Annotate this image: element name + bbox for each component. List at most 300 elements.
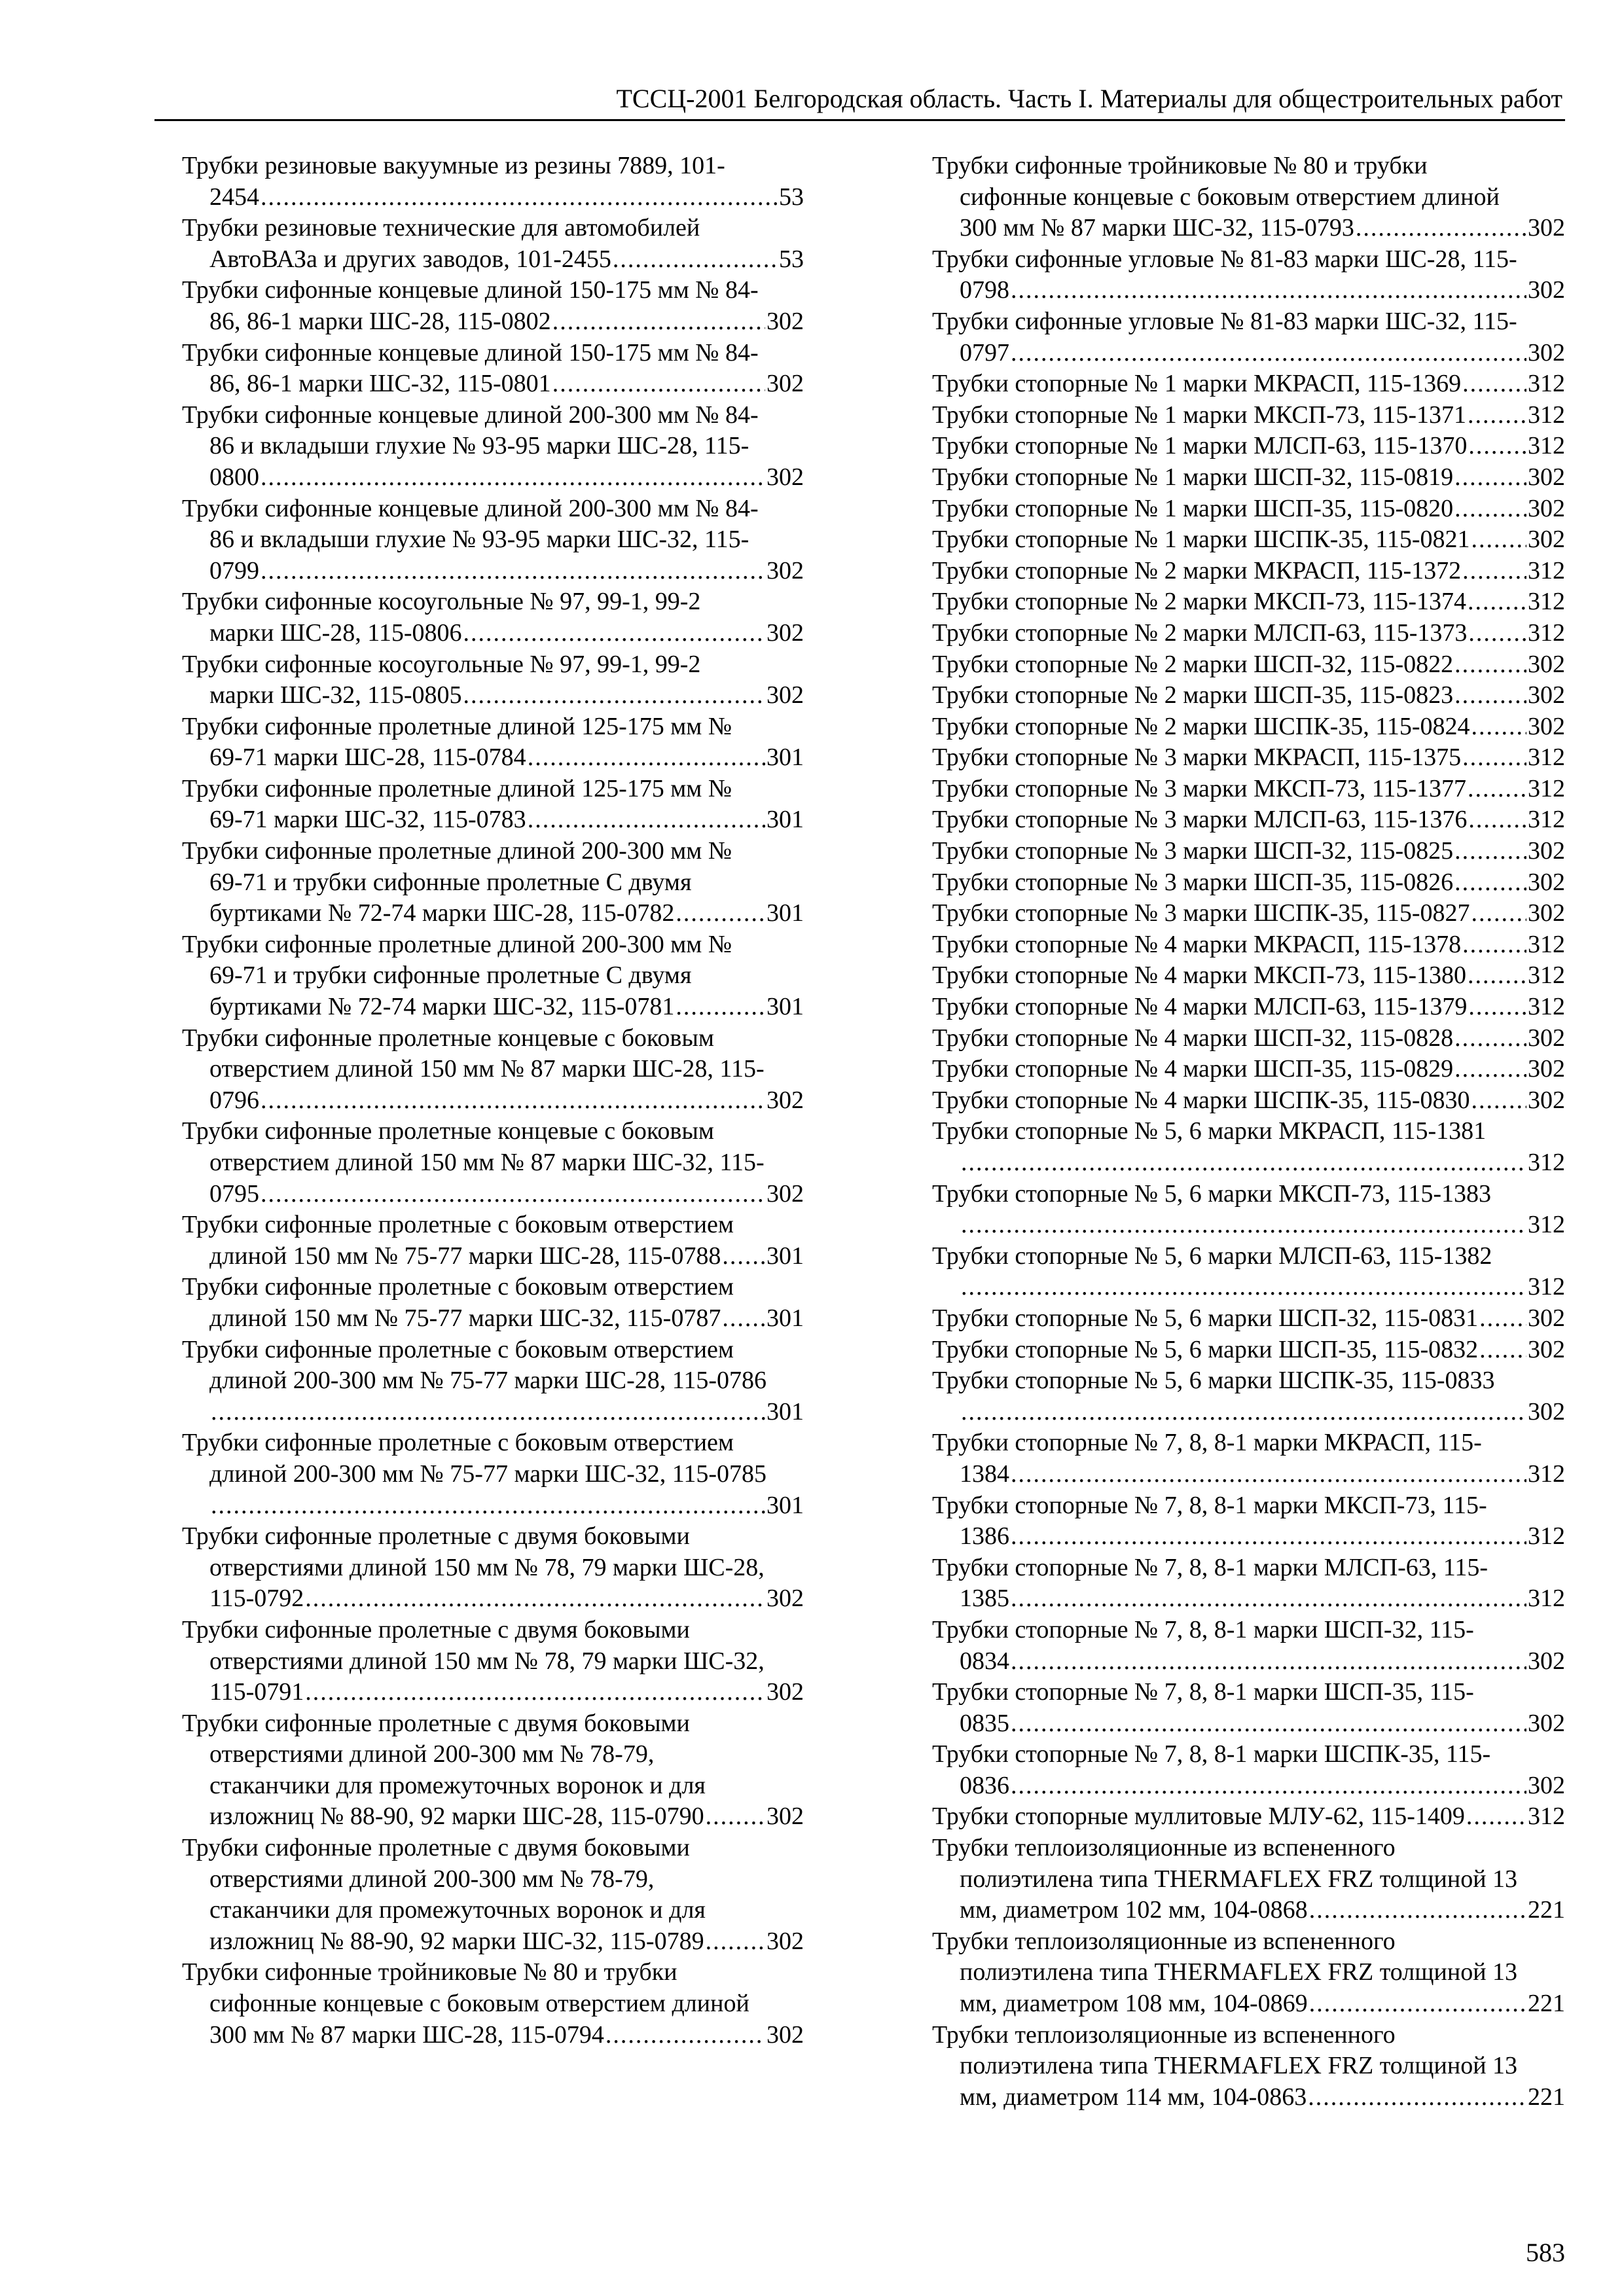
page-reference: 221 — [1528, 1896, 1565, 1924]
dot-leader — [1479, 1335, 1526, 1366]
entry-line: сифонные концевые с боковым отверстием длиной — [960, 183, 1500, 211]
dot-leader — [211, 1397, 765, 1428]
dot-leader — [305, 1677, 765, 1708]
dot-leader — [722, 1241, 765, 1272]
page-reference: 302 — [767, 1179, 804, 1208]
page-reference: 302 — [1528, 276, 1565, 304]
page-reference: 302 — [1528, 494, 1565, 522]
page-reference: 301 — [767, 1304, 804, 1332]
dot-leader — [211, 1490, 765, 1522]
entry-line: Трубки стопорные № 1 марки ШСП-32, 115-0819 — [932, 463, 1454, 491]
page-reference: 301 — [767, 1491, 804, 1519]
index-entry — [905, 431, 1565, 462]
entry-line: длиной 150 мм № 75-77 марки ШС-28, 115-0788 — [209, 1242, 721, 1270]
page-reference: 302 — [1528, 1086, 1565, 1114]
entry-line: 69-71 марки ШС-28, 115-0784 — [209, 744, 526, 772]
page-reference: 301 — [767, 1397, 804, 1426]
dot-leader — [528, 742, 765, 774]
page-reference: 312 — [1528, 588, 1565, 616]
entry-line: 0835 — [960, 1709, 1009, 1737]
index-column-left — [154, 151, 804, 2051]
page-reference: 302 — [1528, 650, 1565, 678]
entry-line: Трубки стопорные № 5, 6 марки ШСП-32, 115-0831 — [932, 1304, 1479, 1332]
dot-leader — [1011, 1770, 1526, 1802]
entry-line: Трубки стопорные № 2 марки МКРАСП, 115-1372 — [932, 556, 1462, 584]
page-reference: 302 — [1528, 526, 1565, 554]
page-reference: 312 — [1528, 1460, 1565, 1488]
dot-leader — [1468, 431, 1526, 462]
dot-leader — [1308, 2082, 1526, 2113]
dot-leader — [1454, 867, 1526, 899]
index-entry — [154, 213, 804, 275]
page-reference: 221 — [1528, 1990, 1565, 2018]
page-reference: 302 — [1528, 1335, 1565, 1363]
entry-line: Трубки стопорные № 7, 8, 8-1 марки ШСПК-35, 115- — [932, 1740, 1491, 1768]
entry-line: изложниц № 88-90, 92 марки ШС-28, 115-0790 — [209, 1803, 704, 1831]
page-reference: 302 — [767, 370, 804, 398]
index-entry — [905, 1335, 1565, 1366]
page-reference: 302 — [1528, 1304, 1565, 1332]
page-reference: 302 — [1528, 338, 1565, 367]
page-number: 583 — [1526, 2238, 1565, 2267]
entry-line: Трубки стопорные № 3 марки МКСП-73, 115-1377 — [932, 774, 1467, 802]
entry-line: полиэтилена типа THERMAFLEX FRZ толщиной 13 — [960, 1958, 1518, 1986]
entry-line: 0796 — [209, 1086, 259, 1114]
dot-leader — [1468, 960, 1526, 992]
dot-leader — [961, 1397, 1526, 1428]
entry-line: Трубки стопорные № 3 марки ШСПК-35, 115-0827 — [932, 899, 1470, 927]
entry-line: отверстиями длиной 150 мм № 78, 79 марки ШС-28, — [209, 1553, 765, 1581]
page-reference: 302 — [767, 681, 804, 709]
entry-line: Трубки сифонные косоугольные № 97, 99-1, 99-2 — [182, 650, 701, 678]
index-entry — [905, 867, 1565, 899]
index-entry — [905, 586, 1565, 618]
dot-leader — [261, 1179, 765, 1210]
entry-line: Трубки стопорные № 7, 8, 8-1 марки ШСП-35, 115- — [932, 1678, 1474, 1706]
dot-leader — [261, 556, 765, 587]
dot-leader — [1479, 1303, 1526, 1335]
entry-line: Трубки стопорные муллитовые МЛУ-62, 115-1409 — [932, 1803, 1465, 1831]
index-entry — [905, 992, 1565, 1023]
dot-leader — [1454, 680, 1526, 711]
index-entry — [154, 275, 804, 337]
entry-line: длиной 200-300 мм № 75-77 марки ШС-28, 115-0786 — [209, 1367, 767, 1395]
index-entry — [905, 711, 1565, 743]
entry-line: Трубки сифонные угловые № 81-83 марки ШС-28, 115- — [932, 245, 1517, 273]
dot-leader — [1471, 711, 1526, 743]
index-entry — [905, 898, 1565, 929]
index-entry — [154, 1116, 804, 1210]
entry-line: Трубки сифонные пролетные концевые с боковым — [182, 1117, 714, 1145]
entry-line: 1384 — [960, 1460, 1009, 1488]
entry-line: отверстием длиной 150 мм № 87 марки ШС-28, 115- — [209, 1055, 765, 1083]
entry-line: Трубки стопорные № 4 марки МКСП-73, 115-1380 — [932, 961, 1467, 990]
index-entry — [154, 1023, 804, 1117]
index-entry — [154, 711, 804, 774]
entry-line: АвтоВАЗа и других заводов, 101-2455 — [209, 245, 611, 273]
entry-line: Трубки стопорные № 7, 8, 8-1 марки МЛСП-63, 115- — [932, 1553, 1489, 1581]
page-reference: 312 — [1528, 556, 1565, 584]
entry-line: Трубки теплоизоляционные из вспененного — [932, 1927, 1396, 1955]
index-entry — [905, 462, 1565, 493]
dot-leader — [1468, 586, 1526, 618]
entry-line: Трубки стопорные № 4 марки ШСП-32, 115-0828 — [932, 1024, 1454, 1052]
entry-line: Трубки сифонные тройниковые № 80 и трубки — [182, 1958, 677, 1986]
entry-line: Трубки стопорные № 1 марки ШСПК-35, 115-0821 — [932, 526, 1470, 554]
page-reference: 312 — [1528, 774, 1565, 802]
entry-line: Трубки стопорные № 7, 8, 8-1 марки МКРАСП, 115- — [932, 1429, 1482, 1457]
entry-line: Трубки сифонные пролетные с боковым отверстием — [182, 1273, 734, 1301]
entry-line: Трубки стопорные № 2 марки ШСП-35, 115-0823 — [932, 681, 1454, 709]
entry-line: Трубки сифонные пролетные с двумя боковыми — [182, 1522, 690, 1551]
index-entry — [154, 1210, 804, 1272]
index-entry — [154, 774, 804, 836]
page-reference: 301 — [767, 1242, 804, 1270]
entry-line: Трубки сифонные пролетные с боковым отверстием — [182, 1211, 734, 1239]
page-reference: 302 — [1528, 899, 1565, 927]
dot-leader — [1462, 556, 1526, 587]
index-entry — [905, 649, 1565, 681]
dot-leader — [605, 2020, 765, 2051]
page-reference: 302 — [1528, 463, 1565, 491]
entry-line: марки ШС-28, 115-0806 — [209, 619, 462, 647]
index-entry — [905, 1427, 1565, 1490]
page-reference: 302 — [1528, 868, 1565, 896]
entry-line: 300 мм № 87 марки ШС-28, 115-0794 — [209, 2020, 604, 2049]
entry-line: отверстиями длиной 200-300 мм № 78-79, — [209, 1740, 655, 1768]
page-reference: 302 — [1528, 1709, 1565, 1737]
entry-line: полиэтилена типа THERMAFLEX FRZ толщиной 13 — [960, 2052, 1518, 2080]
page-reference: 312 — [1528, 1211, 1565, 1239]
page-reference: 302 — [767, 1678, 804, 1706]
dot-leader — [1471, 898, 1526, 929]
page-reference: 312 — [1528, 370, 1565, 398]
entry-line: стаканчики для промежуточных воронок и для — [209, 1771, 706, 1799]
index-entry — [905, 1116, 1565, 1178]
page-reference: 312 — [1528, 432, 1565, 460]
entry-line: 0834 — [960, 1647, 1009, 1675]
index-entry — [905, 524, 1565, 556]
entry-line: 0836 — [960, 1771, 1009, 1799]
entry-line: Трубки сифонные пролетные с боковым отверстием — [182, 1429, 734, 1457]
index-entry — [905, 1615, 1565, 1677]
dot-leader — [1011, 1459, 1526, 1490]
entry-line: Трубки стопорные № 1 марки МКРАСП, 115-1369 — [932, 370, 1462, 398]
entry-line: Трубки сифонные косоугольные № 97, 99-1, 99-2 — [182, 588, 701, 616]
entry-line: Трубки сифонные пролетные концевые с боковым — [182, 1024, 714, 1052]
entry-line: Трубки сифонные пролетные длиной 125-175 мм № — [182, 774, 732, 802]
index-entry — [905, 400, 1565, 431]
entry-line: Трубки сифонные концевые длиной 200-300 мм № 84- — [182, 401, 759, 429]
entry-line: Трубки сифонные пролетные с двумя боковыми — [182, 1834, 690, 1862]
page-reference: 301 — [767, 806, 804, 834]
index-column-right — [905, 151, 1565, 2113]
page-reference: 312 — [1528, 1149, 1565, 1176]
entry-line: Трубки сифонные пролетные с двумя боковыми — [182, 1709, 690, 1737]
page-reference: 312 — [1528, 806, 1565, 834]
index-entry — [905, 1801, 1565, 1833]
index-entry — [154, 836, 804, 929]
entry-line: Трубки сифонные пролетные с двумя боковыми — [182, 1615, 690, 1643]
entry-line: Трубки стопорные № 4 марки ШСП-35, 115-0829 — [932, 1055, 1454, 1083]
entry-line: Трубки сифонные концевые длиной 150-175 мм № 84- — [182, 338, 759, 367]
dot-leader — [552, 368, 765, 400]
page-reference: 301 — [767, 899, 804, 927]
index-entry — [154, 1427, 804, 1521]
dot-leader — [463, 680, 765, 711]
index-entry — [905, 1179, 1565, 1241]
dot-leader — [528, 804, 765, 836]
entry-line: Трубки стопорные № 2 марки ШСПК-35, 115-0824 — [932, 712, 1470, 740]
page-reference: 302 — [1528, 1397, 1565, 1426]
entry-line: Трубки сифонные пролетные с боковым отверстием — [182, 1335, 734, 1363]
entry-line: Трубки стопорные № 4 марки МКРАСП, 115-1378 — [932, 930, 1462, 958]
entry-line: отверстием длиной 150 мм № 87 марки ШС-32, 115- — [209, 1149, 765, 1176]
index-entry — [905, 151, 1565, 244]
page-reference: 53 — [779, 245, 804, 273]
dot-leader — [1011, 1583, 1526, 1615]
dot-leader — [1471, 524, 1526, 556]
page-reference: 53 — [779, 183, 804, 211]
dot-leader — [1468, 774, 1526, 805]
entry-line: Трубки сифонные пролетные длиной 200-300 мм № — [182, 837, 732, 865]
entry-line: 300 мм № 87 марки ШС-32, 115-0793 — [960, 214, 1354, 242]
page-reference: 302 — [767, 2020, 804, 2049]
entry-line: 86, 86-1 марки ШС-32, 115-0801 — [209, 370, 551, 398]
entry-line: изложниц № 88-90, 92 марки ШС-32, 115-0789 — [209, 1927, 704, 1955]
index-entry — [905, 493, 1565, 525]
page-reference: 221 — [1528, 2083, 1565, 2111]
index-entry — [154, 1708, 804, 1833]
page-reference: 312 — [1528, 961, 1565, 990]
running-header — [154, 82, 1565, 121]
page-reference: 301 — [767, 993, 804, 1021]
page-reference: 302 — [767, 1927, 804, 1955]
entry-line: длиной 150 мм № 75-77 марки ШС-32, 115-0787 — [209, 1304, 721, 1332]
entry-line: Трубки стопорные № 1 марки ШСП-35, 115-0820 — [932, 494, 1454, 522]
index-entry — [154, 493, 804, 587]
dot-leader — [706, 1926, 765, 1958]
entry-line: Трубки стопорные № 2 марки МКСП-73, 115-1374 — [932, 588, 1467, 616]
index-entry — [905, 1054, 1565, 1085]
entry-line: 69-71 и трубки сифонные пролетные С двумя — [209, 961, 692, 990]
entry-line: 2454 — [209, 183, 259, 211]
entry-line: буртиками № 72-74 марки ШС-28, 115-0782 — [209, 899, 675, 927]
entry-line: отверстиями длиной 200-300 мм № 78-79, — [209, 1865, 655, 1893]
entry-line: мм, диаметром 108 мм, 104-0869 — [960, 1990, 1308, 2018]
dot-leader — [1454, 462, 1526, 493]
index-entry — [154, 151, 804, 213]
entry-line: Трубки стопорные № 5, 6 марки МКРАСП, 115-1381 — [932, 1117, 1487, 1145]
dot-leader — [1011, 1708, 1526, 1740]
page-reference: 302 — [767, 1585, 804, 1613]
index-entry — [905, 1365, 1565, 1427]
dot-leader — [961, 1147, 1526, 1179]
entry-line: стаканчики для промежуточных воронок и для — [209, 1896, 706, 1924]
dot-leader — [1454, 836, 1526, 867]
dot-leader — [1468, 804, 1526, 836]
entry-line: отверстиями длиной 150 мм № 78, 79 марки ШС-32, — [209, 1647, 765, 1675]
entry-line: Трубки стопорные № 5, 6 марки МЛСП-63, 115-1382 — [932, 1242, 1492, 1270]
entry-line: 0798 — [960, 276, 1009, 304]
entry-line: Трубки стопорные № 5, 6 марки ШСП-35, 115-0832 — [932, 1335, 1479, 1363]
entry-line: Трубки сифонные пролетные длиной 125-175 мм № — [182, 712, 732, 740]
dot-leader — [1468, 992, 1526, 1023]
page-reference: 302 — [1528, 1647, 1565, 1675]
entry-line: Трубки стопорные № 5, 6 марки ШСПК-35, 115-0833 — [932, 1367, 1495, 1395]
index-entry — [154, 586, 804, 649]
page-reference: 312 — [1528, 993, 1565, 1021]
entry-line: 0800 — [209, 463, 259, 491]
index-entry — [154, 400, 804, 493]
page-reference: 301 — [767, 744, 804, 772]
dot-leader — [613, 244, 778, 276]
index-entry — [154, 338, 804, 400]
entry-line: сифонные концевые с боковым отверстием длиной — [209, 1990, 749, 2018]
index-entry — [905, 742, 1565, 774]
dot-leader — [676, 992, 765, 1023]
index-entry — [905, 1833, 1565, 1926]
dot-leader — [1454, 1054, 1526, 1085]
entry-line: Трубки резиновые вакуумные из резины 7889, 101- — [182, 152, 725, 179]
entry-line: длиной 200-300 мм № 75-77 марки ШС-32, 115-0785 — [209, 1460, 767, 1488]
index-entry — [905, 774, 1565, 805]
entry-line: Трубки резиновые технические для автомобилей — [182, 214, 700, 242]
index-entry — [154, 1521, 804, 1615]
index-entry — [905, 804, 1565, 836]
index-entry — [154, 1833, 804, 1957]
page-reference: 302 — [767, 1086, 804, 1114]
dot-leader — [305, 1583, 765, 1615]
page-reference: 302 — [767, 556, 804, 584]
entry-line: Трубки сифонные угловые № 81-83 марки ШС-32, 115- — [932, 307, 1517, 335]
page-reference: 312 — [1528, 1803, 1565, 1831]
page-reference: 312 — [1528, 401, 1565, 429]
entry-line: 86 и вкладыши глухие № 93-95 марки ШС-32, 115- — [209, 526, 749, 554]
entry-line: Трубки стопорные № 2 марки ШСП-32, 115-0822 — [932, 650, 1454, 678]
page-reference: 312 — [1528, 1522, 1565, 1551]
dot-leader — [961, 1210, 1526, 1241]
entry-line: 69-71 марки ШС-32, 115-0783 — [209, 806, 526, 834]
entry-line: Трубки стопорные № 3 марки ШСП-32, 115-0825 — [932, 837, 1454, 865]
dot-leader — [1011, 1521, 1526, 1552]
entry-line: Трубки стопорные № 7, 8, 8-1 марки МКСП-73, 115- — [932, 1491, 1487, 1519]
entry-line: мм, диаметром 114 мм, 104-0863 — [960, 2083, 1307, 2111]
dot-leader — [1356, 213, 1526, 244]
entry-line: 1385 — [960, 1585, 1009, 1613]
page-reference: 312 — [1528, 744, 1565, 772]
entry-line: 0799 — [209, 556, 259, 584]
index-entry — [905, 244, 1565, 306]
index-entry — [154, 1272, 804, 1334]
page-reference: 302 — [1528, 712, 1565, 740]
index-entry — [905, 1926, 1565, 2020]
index-entry — [154, 1615, 804, 1708]
entry-line: Трубки сифонные пролетные длиной 200-300 мм № — [182, 930, 732, 958]
page-reference: 312 — [1528, 619, 1565, 647]
index-entry — [905, 618, 1565, 649]
entry-line: Трубки сифонные концевые длиной 200-300 мм № 84- — [182, 494, 759, 522]
dot-leader — [552, 306, 765, 338]
entry-line: Трубки стопорные № 3 марки ШСП-35, 115-0826 — [932, 868, 1454, 896]
dot-leader — [1462, 929, 1526, 961]
entry-line: буртиками № 72-74 марки ШС-32, 115-0781 — [209, 993, 675, 1021]
dot-leader — [1454, 649, 1526, 681]
dot-leader — [261, 462, 765, 493]
index-entry — [154, 1335, 804, 1428]
dot-leader — [1462, 368, 1526, 400]
page-reference: 302 — [767, 307, 804, 335]
dot-leader — [1466, 1801, 1526, 1833]
entry-line: Трубки стопорные № 1 марки МЛСП-63, 115-1370 — [932, 432, 1468, 460]
entry-line: Трубки стопорные № 5, 6 марки МКСП-73, 115-1383 — [932, 1179, 1492, 1208]
page-reference: 302 — [767, 619, 804, 647]
dot-leader — [676, 898, 765, 929]
index-entry — [905, 1023, 1565, 1054]
index-entry — [905, 1241, 1565, 1303]
entry-line: Трубки стопорные № 4 марки ШСПК-35, 115-0830 — [932, 1086, 1470, 1114]
index-entry — [905, 368, 1565, 400]
entry-line: 115-0791 — [209, 1678, 304, 1706]
page-reference: 312 — [1528, 1585, 1565, 1613]
entry-line: марки ШС-32, 115-0805 — [209, 681, 462, 709]
page-reference: 302 — [767, 1803, 804, 1831]
index-entry — [905, 680, 1565, 711]
entry-line: Трубки теплоизоляционные из вспененного — [932, 2020, 1396, 2049]
dot-leader — [1011, 338, 1526, 369]
entry-line: Трубки сифонные тройниковые № 80 и трубки — [932, 152, 1428, 179]
page-reference: 312 — [1528, 930, 1565, 958]
entry-line: Трубки стопорные № 1 марки МКСП-73, 115-1371 — [932, 401, 1467, 429]
dot-leader — [722, 1303, 765, 1335]
dot-leader — [1454, 1023, 1526, 1054]
entry-line: Трубки стопорные № 4 марки МЛСП-63, 115-1379 — [932, 993, 1468, 1021]
dot-leader — [1454, 493, 1526, 525]
entry-line: Трубки стопорные № 7, 8, 8-1 марки ШСП-32, 115- — [932, 1615, 1474, 1643]
entry-line: Трубки стопорные № 3 марки МКРАСП, 115-1375 — [932, 744, 1462, 772]
index-entry — [154, 929, 804, 1023]
index-entry — [905, 1552, 1565, 1615]
page-reference: 302 — [1528, 837, 1565, 865]
index-entry — [905, 960, 1565, 992]
entry-line: 1386 — [960, 1522, 1009, 1551]
index-entry — [905, 836, 1565, 867]
page-reference: 302 — [767, 463, 804, 491]
dot-leader — [261, 1085, 765, 1117]
entry-line: полиэтилена типа THERMAFLEX FRZ толщиной 13 — [960, 1865, 1518, 1893]
entry-line: 0797 — [960, 338, 1009, 367]
index-entry — [154, 649, 804, 711]
index-entry — [905, 2020, 1565, 2113]
index-entry — [905, 1085, 1565, 1117]
page-reference: 312 — [1528, 1273, 1565, 1301]
entry-line: Трубки стопорные № 2 марки МЛСП-63, 115-1373 — [932, 619, 1468, 647]
entry-line: 86 и вкладыши глухие № 93-95 марки ШС-28, 115- — [209, 432, 749, 460]
index-entry — [905, 1490, 1565, 1552]
index-entry — [905, 929, 1565, 961]
dot-leader — [961, 1272, 1526, 1303]
entry-line: Трубки теплоизоляционные из вспененного — [932, 1834, 1396, 1862]
page-reference: 302 — [1528, 214, 1565, 242]
entry-line: Трубки сифонные концевые длиной 150-175 мм № 84- — [182, 276, 759, 304]
dot-leader — [1462, 742, 1526, 774]
dot-leader — [1011, 1646, 1526, 1677]
index-entry — [905, 1303, 1565, 1335]
index-entry — [905, 306, 1565, 368]
index-entry — [905, 556, 1565, 587]
entry-line: 69-71 и трубки сифонные пролетные С двумя — [209, 868, 692, 896]
dot-leader — [261, 182, 778, 213]
